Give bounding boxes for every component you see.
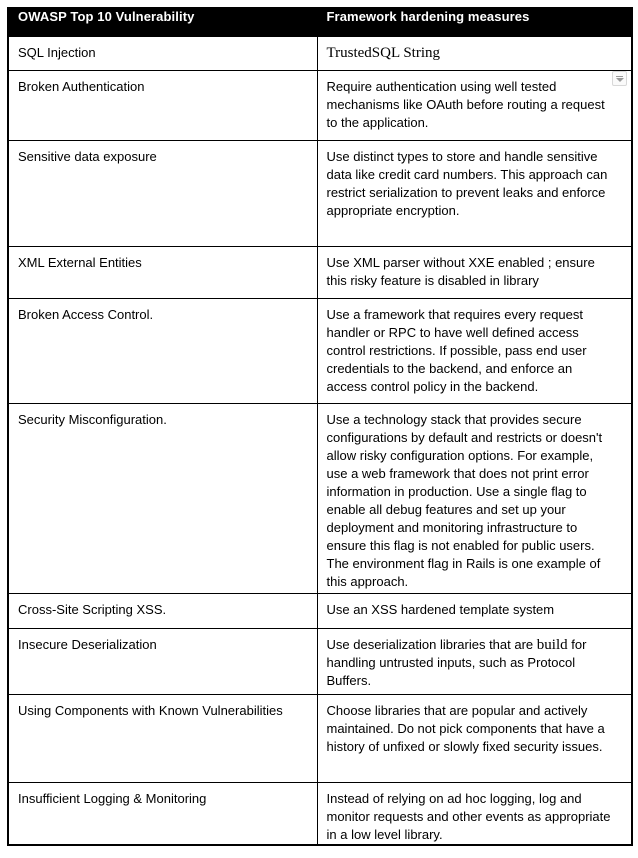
table-row <box>8 403 632 593</box>
collapsed-comment-marker[interactable] <box>612 71 627 86</box>
vulnerability-cell: Using Components with Known Vulnerabilities <box>8 694 317 782</box>
column-header-measures: Framework hardening measures <box>317 8 632 36</box>
column-header-vulnerability: OWASP Top 10 Vulnerability <box>8 8 317 36</box>
serif-text-segment: build <box>536 636 568 653</box>
text-segment: Use an XSS hardened template system <box>326 601 555 617</box>
measure-cell <box>317 403 632 593</box>
text-segment: Choose libraries that are popular and actively maintained. Do not pick components that have a history of unfixed or slowly fixed security issues. <box>326 702 605 754</box>
text-segment: Instead of relying on ad hoc logging, log and monitor requests and other events as appropriate in a low level library. <box>326 790 611 842</box>
dropdown-triangle-icon <box>616 78 624 82</box>
vulnerability-cell: XML External Entities <box>8 246 317 298</box>
measure-cell <box>317 782 632 845</box>
table-row <box>8 140 632 246</box>
vulnerability-cell: Broken Access Control. <box>8 298 317 403</box>
measure-cell <box>317 140 632 246</box>
table-row <box>8 70 632 140</box>
text-segment: Use a framework that requires every request handler or RPC to have well defined access control restrictions. If possible, pass end user credentials to the backend, and enforce an access control policy in the backend. <box>326 306 587 394</box>
measure-cell <box>317 593 632 628</box>
table-row <box>8 628 632 694</box>
vulnerability-cell: Insufficient Logging & Monitoring <box>8 782 317 845</box>
table-body <box>8 36 632 845</box>
measure-cell <box>317 694 632 782</box>
text-segment: Use distinct types to store and handle sensitive data like credit card numbers. This approach can restrict serialization to prevent leaks and enforce appropriate encryption. <box>326 148 608 218</box>
measure-cell <box>317 70 632 140</box>
table-row <box>8 694 632 782</box>
measure-cell <box>317 298 632 403</box>
header-row <box>8 8 632 36</box>
table-header <box>8 8 632 36</box>
vulnerability-cell: SQL Injection <box>8 36 317 70</box>
measure-cell <box>317 36 632 70</box>
measure-cell <box>317 246 632 298</box>
table-row <box>8 246 632 298</box>
vulnerability-cell: Broken Authentication <box>8 70 317 140</box>
measure-cell <box>317 628 632 694</box>
marker-bar <box>616 76 623 77</box>
vulnerability-cell: Cross-Site Scripting XSS. <box>8 593 317 628</box>
vulnerability-cell: Security Misconfiguration. <box>8 403 317 593</box>
owasp-hardening-table <box>7 7 633 846</box>
text-segment: Use XML parser without XXE enabled ; ensure this risky feature is disabled in library <box>326 254 595 288</box>
text-segment: Use deserialization libraries that are <box>326 636 537 652</box>
table-row <box>8 593 632 628</box>
vulnerability-cell: Insecure Deserialization <box>8 628 317 694</box>
text-segment: for handling untrusted inputs, such as Protocol Buffers. <box>326 636 587 688</box>
serif-text-segment: TrustedSQL String <box>326 44 440 61</box>
table-row <box>8 36 632 70</box>
table-row <box>8 782 632 845</box>
text-segment: Use a technology stack that provides secure configurations by default and restricts or doesn't allow risky configuration options. For example, use a web framework that does not print error information in production. Use a single flag to enable all debug features and set up your deployment and monitoring infrastructure to ensure this flag is not enabled for public users. The environment flag in Rails is one example of this approach. <box>326 411 603 589</box>
text-segment: Require authentication using well tested mechanisms like OAuth before routing a request to the application. <box>326 78 605 130</box>
table-row <box>8 298 632 403</box>
vulnerability-cell: Sensitive data exposure <box>8 140 317 246</box>
